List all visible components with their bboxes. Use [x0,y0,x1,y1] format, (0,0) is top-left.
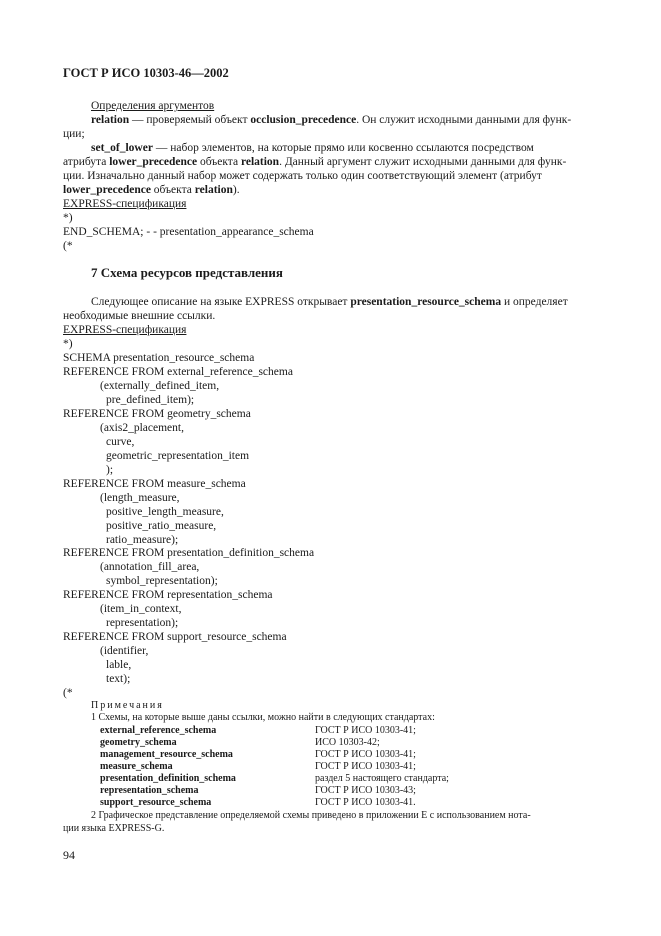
note-1: 1 Схемы, на которые выше даны ссылки, можно найти в следующих стандартах: [91,712,435,723]
text: — набор элементов, на которые прямо или косвенно ссылаются посредством [152,142,534,154]
ref-standard: ГОСТ Р ИСО 10303-41; [315,725,416,736]
text: объекта [150,184,195,196]
ref-schema: representation_schema [100,785,199,796]
text: атрибута [63,156,110,168]
code-line: text); [106,673,131,685]
comment-close-2: *) [63,338,73,350]
ref-schema: external_reference_schema [100,725,217,736]
code-line: lable, [106,659,132,671]
section-title: 7 Схема ресурсов представления [91,265,283,280]
code-line: REFERENCE FROM geometry_schema [63,408,251,420]
comment-close-1: *) [63,212,73,224]
ref-standard: ГОСТ Р ИСО 10303-41; [315,749,416,760]
ref-schema: measure_schema [100,761,173,772]
ref-standard: раздел 5 настоящего стандарта; [315,773,449,784]
notes-heading: Примечания [91,700,164,711]
intro-line1 [91,295,568,309]
ref-standard: ИСО 10303-42; [315,737,380,748]
code-line: curve, [106,436,135,448]
arg-set-of-lower-line3: ции. Изначально данный набор может содержать только один соответствующий элемент (атрибут [63,170,542,182]
document-header: ГОСТ Р ИСО 10303-46—2002 [63,66,229,80]
arg-relation [63,113,598,127]
code-line: ratio_measure); [106,534,179,546]
spec-heading-1: EXPRESS-спецификация [63,198,187,210]
arg-set-of-lower-line2 [63,155,566,169]
ref-standard: ГОСТ Р ИСО 10303-43; [315,785,416,796]
code-line: SCHEMA presentation_resource_schema [63,352,255,364]
args-heading: Определения аргументов [91,100,215,112]
code-line: (item_in_context, [100,603,182,615]
arg-set-of-lower-line4 [63,183,240,197]
end-schema-line: END_SCHEMA; - - presentation_appearance_schema [63,226,314,238]
code-line: (externally_defined_item, [100,380,220,392]
text: . Он служит исходными данными для функ- [356,114,572,126]
code-line: geometric_representation_item [106,450,250,462]
code-line: positive_ratio_measure, [106,520,217,532]
code-line: (length_measure, [100,492,180,504]
note-2-line2: ции языка EXPRESS-G. [63,823,165,834]
term-set-of-lower: set_of_lower [91,142,153,154]
code-line: REFERENCE FROM support_resource_schema [63,631,287,643]
ref-standard: ГОСТ Р ИСО 10303-41; [315,761,416,772]
text: Следующее описание на языке EXPRESS открывает [91,296,351,308]
page-number: 94 [63,848,75,862]
term-relation: relation [194,184,233,196]
code-line: (annotation_fill_area, [100,561,200,573]
code-line: (axis2_placement, [100,422,184,434]
code-line: symbol_representation); [106,575,218,587]
code-line: (identifier, [100,645,149,657]
text: — проверяемый объект [129,114,251,126]
ref-schema: management_resource_schema [100,749,233,760]
code-line: ); [106,464,114,476]
text: и определяет [501,296,568,308]
code-line: (* [63,687,73,699]
code-line: pre_defined_item); [106,394,195,406]
term-presentation-resource-schema: presentation_resource_schema [350,296,502,308]
term-lower-precedence: lower_precedence [109,156,198,168]
spec-heading-2: EXPRESS-спецификация [63,324,187,336]
ref-standard: ГОСТ Р ИСО 10303-41. [315,797,416,808]
text: ). [232,184,240,196]
comment-open-1: (* [63,240,73,252]
code-line: REFERENCE FROM presentation_definition_schema [63,547,315,559]
intro-line2: необходимые внешние ссылки. [63,310,216,322]
text: . Данный аргумент служит исходными данными для функ- [279,156,567,168]
text: объекта [197,156,241,168]
code-line: representation); [106,617,179,629]
code-line: REFERENCE FROM representation_schema [63,589,273,601]
note-2-line1: 2 Графическое представление определяемой схемы приведено в приложении Е с использованием нота- [91,810,531,821]
code-line: REFERENCE FROM measure_schema [63,478,246,490]
ref-schema: support_resource_schema [100,797,212,808]
ref-schema: geometry_schema [100,737,177,748]
term-lower-precedence: lower_precedence [63,184,151,196]
term-relation: relation [240,156,280,168]
ref-schema: presentation_definition_schema [100,773,236,784]
arg-set-of-lower-line1 [63,141,598,155]
term-relation: relation [91,114,130,126]
code-line: positive_length_measure, [106,506,224,518]
term-occlusion-precedence: occlusion_precedence [250,114,357,126]
code-line: REFERENCE FROM external_reference_schema [63,366,293,378]
arg-relation-cont: ции; [63,128,85,140]
